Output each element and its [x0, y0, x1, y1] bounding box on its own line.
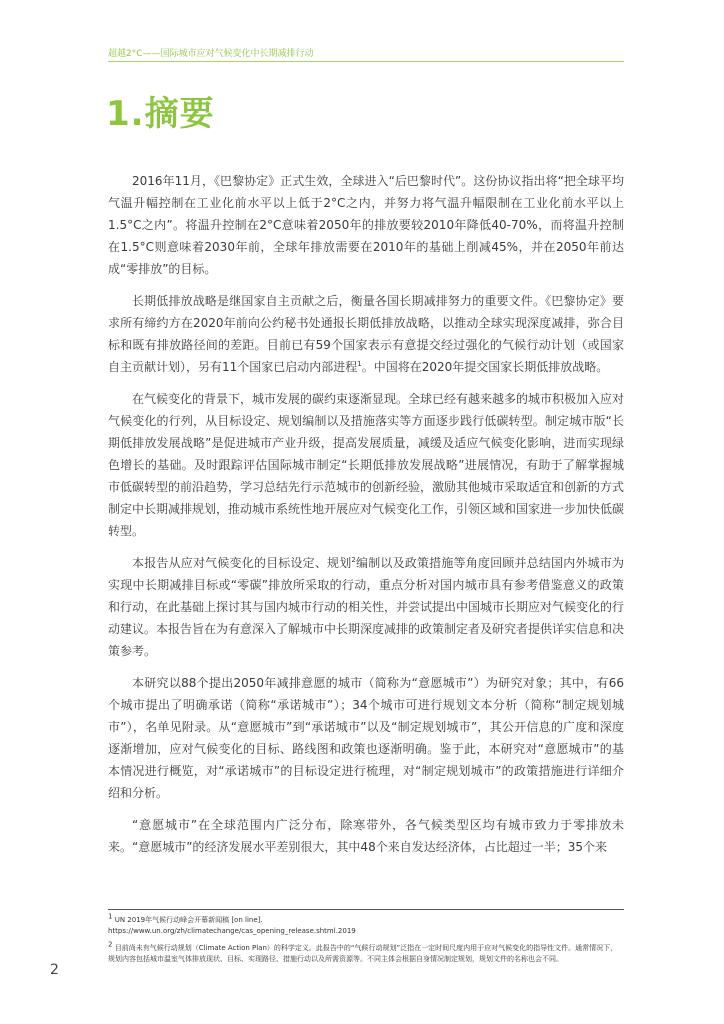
paragraph-text: 本报告从应对气候变化的目标设定、规划	[132, 556, 352, 570]
paragraph-text: 编制以及政策措施等角度回顾并总结国内外城市为实现中长期减排目标或“零碳”排放所采取的行动，重点分析对国内城市具有参考借鉴意义的政策和行动，在此基础上探讨其与国内城市行动的相关性，并尝试提出中国城市长期应对气候变化的行动建议。本报告旨在为有意深入了解城市中长期深度减排的政策制定者及研究者提供详实信息和决策参考。	[108, 556, 625, 658]
footnote-2-marker: 2	[108, 940, 113, 949]
paragraph-text: 长期低排放战略是继国家自主贡献之后，衡量各国长期减排努力的重要文件。《巴黎协定》要求所有缔约方在2020年前向公约秘书处通报长期低排放战略，以推动全球实现深度减排，弥合目标和既有排放路径间的差距。目前已有59个国家表示有意提交经过强化的气候行动计划（或国家自主贡献计划），另有11个国家已启动内部进程	[108, 294, 624, 374]
running-header: 超越2°C——国际城市应对气候变化中长期减排行动	[108, 49, 314, 59]
footnote-1-line1: UN 2019年气候行动峰会开幕新闻稿 [on line].	[114, 916, 263, 924]
footnote-1	[108, 912, 624, 937]
section-title: 1.摘要	[106, 94, 215, 134]
footnote-2-text: 目前尚未有气候行动规划（Climate Action Plan）的科学定义。此报告中的“气候行动规划”泛指在一定时间尺度内用于应对气候变化的指导性文件。通常情况下，规划内容包括城市温室气体排放现状、目标、实现路径、措施行动以及所需资源等。不同主体会根据自身情况制定规划，规划文件的名称也会不同。	[108, 944, 618, 963]
footnotes	[108, 912, 624, 971]
paragraph-long-term-strategy	[108, 290, 624, 378]
paragraph-text: 。中国将在2020年提交国家长期低排放战略。	[361, 360, 609, 374]
paragraph-report-purpose	[108, 552, 624, 662]
paragraph-paris-agreement: 2016年11月，《巴黎协定》正式生效，全球进入“后巴黎时代”。这份协议指出将“把全球平均气温升幅控制在工业化前水平以上低于2°C之内，并努力将气温升幅限制在工业化前水平以上1.5°C之内”。将温升控制在2°C意味着2050年的排放要较2010年降低40-70%，而将温升控制在1.5°C则意味着2030年前，全球年排放需要在2010年的基础上削减45%，并在2050年前达成“零排放”的目标。	[108, 174, 624, 276]
footnote-2	[108, 940, 624, 965]
paragraph-urban-context: 在气候变化的背景下，城市发展的碳约束逐渐显现。全球已经有越来越多的城市积极加入应对气候变化的行列，从目标设定、规划编制以及措施落实等方面逐步践行低碳转型。制定城市版“长期低排放发展战略”是促进城市产业升级，提高发展质量，减缓及适应气候变化影响，进而实现绿色增长的基础。及时跟踪评估国际城市制定“长期低排放发展战略”进展情况，有助于了解掌握城市低碳转型的前沿趋势，学习总结先行示范城市的创新经验，激励其他城市采取适宜和创新的方式制定中长期减排规划，推动城市系统性地开展应对气候变化工作，引领区域和国家进一步加快低碳转型。	[108, 392, 625, 538]
footnote-ref-2[interactable]: 2	[351, 556, 356, 564]
page-number: 2	[50, 962, 59, 978]
footnote-ref-1[interactable]: 1	[357, 360, 362, 368]
paragraph-city-distribution: “意愿城市”在全球范围内广泛分布，除寒带外，各气候类型区均有城市致力于零排放未来。“意愿城市”的经济发展水平差别很大，其中48个来自发达经济体，占比超过一半；35个来	[108, 818, 624, 854]
paragraph-research-scope: 本研究以88个提出2050年减排意愿的城市（简称为“意愿城市”）为研究对象；其中，有66个城市提出了明确承诺（简称“承诺城市”）；34个城市可进行规划文本分析（简称“制定规划城市”），名单见附录。从“意愿城市”到“承诺城市”以及“制定规划城市”，其公开信息的广度和深度逐渐增加，应对气候变化的目标、路线图和政策也逐渐明确。鉴于此，本研究对“意愿城市”的基本情况进行概览，对“承诺城市”的目标设定进行梳理，对“制定规划城市”的政策措施进行详细介绍和分析。	[108, 676, 624, 800]
body-text	[108, 170, 624, 858]
footnote-divider	[108, 909, 624, 910]
header-divider	[108, 61, 624, 62]
footnote-1-marker: 1	[108, 912, 113, 921]
footnote-1-text	[108, 912, 624, 926]
footnote-1-link[interactable]: https://www.un.org/zh/climatechange/cas_opening_release.shtml.2019	[108, 927, 356, 935]
